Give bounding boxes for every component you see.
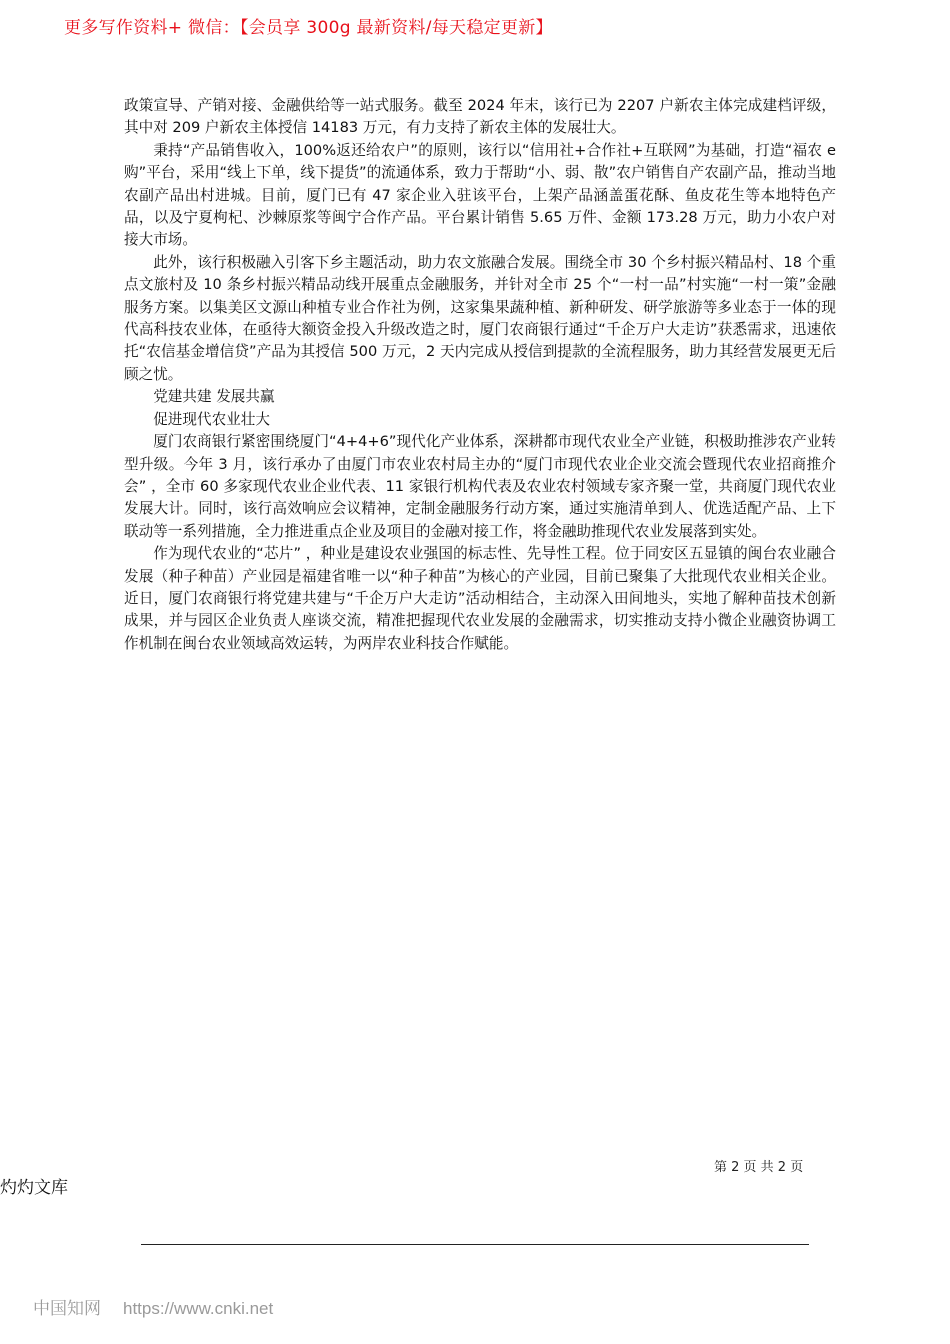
paragraph: 政策宣导、产销对接、金融供给等一站式服务。截至 2024 年末，该行已为 2207 户新农主体完成建档评级，其中对 209 户新农主体授信 14183 万元，有力支持了新农主体的发展壮大。 bbox=[124, 97, 836, 137]
section-heading: 党建共建 发展共赢 bbox=[153, 388, 275, 406]
source-name: 中国知网 bbox=[33, 1299, 101, 1319]
paragraph: 秉持“产品销售收入，100%返还给农户”的原则，该行以“信用社+合作社+互联网”为基础，打造“福农 e 购”平台，采用“线上下单，线下提货”的流通体系，致力于帮助“小、弱、散”农户销售自产农副产品，推动当地农副产品出村进城。目前，厦门已有 47 家企业入驻该平台，上架产品涵盖蛋花酥、鱼皮花生等本地特色产品，以及宁夏枸杞、沙棘原浆等闽宁合作产品。平台累计销售 5.65 万件、金额 173.28 万元，助力小农户对接大市场。 bbox=[124, 141, 836, 249]
paragraph: 作为现代农业的“芯片” ，种业是建设农业强国的标志性、先导性工程。位于同安区五显镇的闽台农业融合发展（种子种苗）产业园是福建省唯一以“种子种苗”为核心的产业园，目前已聚集了大批现代农业相关企业。近日，厦门农商银行将党建共建与“千企万户大走访”活动相结合，主动深入田间地头，实地了解种苗技术创新成果，并与园区企业负责人座谈交流，精准把握现代农业发展的金融需求，切实推动支持小微企业融资协调工作机制在闽台农业领域高效运转，为两岸农业科技合作赋能。 bbox=[124, 545, 836, 652]
footer-divider bbox=[141, 1244, 809, 1245]
page-number: 第 2 页 共 2 页 bbox=[714, 1160, 804, 1175]
source-footer bbox=[33, 1294, 273, 1319]
document-body bbox=[124, 95, 836, 655]
paragraph: 厦门农商银行紧密围绕厦门“4+4+6”现代化产业体系，深耕都市现代农业全产业链，积极助推涉农产业转型升级。今年 3 月，该行承办了由厦门市农业农村局主办的“厦门市现代农业企业交流会暨现代农业招商推介会” ，全市 60 多家现代农业企业代表、11 家银行机构代表及农业农村领域专家齐聚一堂，共商厦门现代农业发展大计。同时，该行高效响应会议精神，定制金融服务行动方案，通过实施清单到人、优选适配产品、上下联动等一系列措施，全力推进重点企业及项目的金融对接工作，将金融助推现代农业发展落到实处。 bbox=[124, 433, 836, 540]
section-subheading: 促进现代农业壮大 bbox=[153, 410, 270, 428]
brand-watermark: 灼灼文库 bbox=[0, 1178, 68, 1198]
promo-banner: 更多写作资料+ 微信：【会员享 300g 最新资料/每天稳定更新】 bbox=[64, 18, 553, 38]
source-url[interactable]: https://www.cnki.net bbox=[123, 1299, 274, 1318]
paragraph: 此外，该行积极融入引客下乡主题活动，助力农文旅融合发展。围绕全市 30 个乡村振兴精品村、18 个重点文旅村及 10 条乡村振兴精品动线开展重点金融服务，并针对全市 25 个“一村一品”村实施“一村一策”金融服务方案。以集美区文源山种植专业合作社为例，这家集果蔬种植、新种研发、研学旅游等多业态于一体的现代高科技农业体，在亟待大额资金投入升级改造之时，厦门农商银行通过“千企万户大走访”获悉需求，迅速依托“农信基金增信贷”产品为其授信 500 万元，2 天内完成从授信到提款的全流程服务，助力其经营发展更无后顾之忧。 bbox=[124, 253, 836, 383]
